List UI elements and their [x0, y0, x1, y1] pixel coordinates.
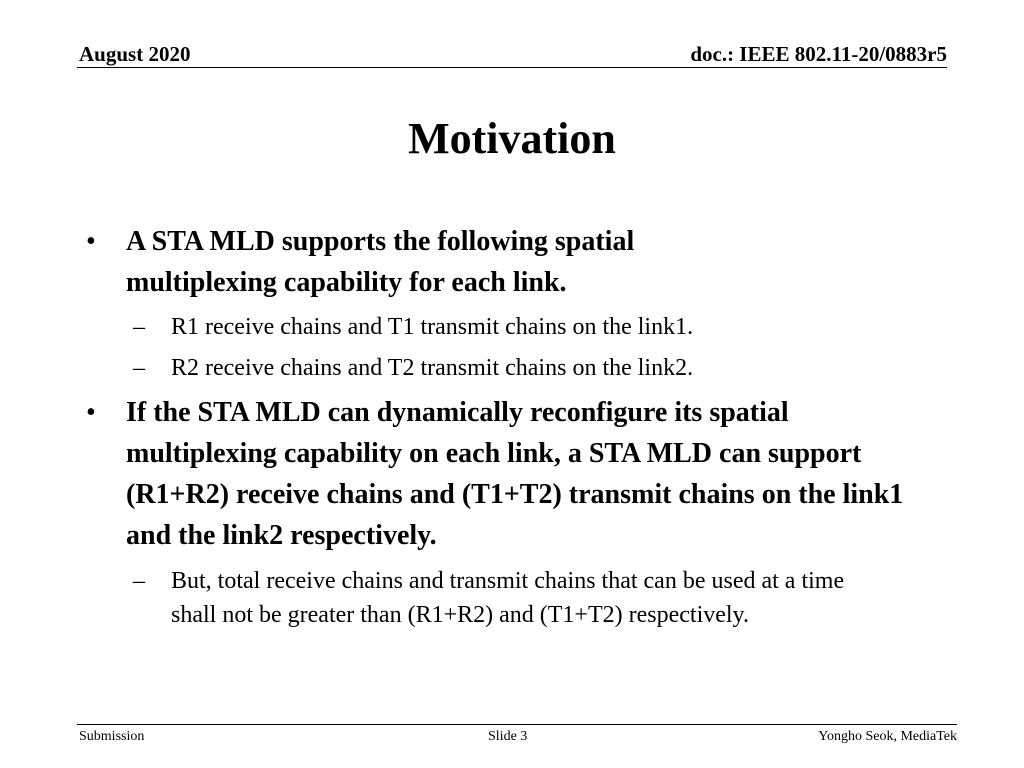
sub-bullet-marker: – — [133, 314, 145, 340]
slide-title: Motivation — [408, 114, 616, 163]
header-divider — [77, 67, 947, 68]
bullet-marker: • — [86, 226, 96, 257]
footer-slide-number: Slide 3 — [488, 729, 528, 744]
sub-bullet-item — [133, 351, 933, 385]
footer-submission: Submission — [79, 729, 145, 744]
header-doc-id: doc.: IEEE 802.11-20/0883r5 — [690, 42, 947, 66]
sub-bullet-item — [133, 564, 893, 632]
header-date: August 2020 — [79, 42, 191, 66]
sub-bullet-text: R1 receive chains and T1 transmit chains on the link1. — [171, 314, 694, 340]
sub-bullet-marker: – — [133, 355, 145, 381]
bullet-text: A STA MLD supports the following spatial multiplexing capability for each link. — [126, 226, 635, 298]
sub-bullet-marker: – — [133, 568, 145, 594]
bullet-marker: • — [86, 397, 96, 428]
bullet-item — [86, 221, 786, 303]
sub-bullet-text: R2 receive chains and T2 transmit chains on the link2. — [171, 355, 694, 381]
sub-bullet-text: But, total receive chains and transmit chains that can be used at a time shall not be greater than (R1+R2) and (T1+T2) respectively. — [171, 568, 845, 628]
bullet-item — [86, 392, 946, 556]
sub-bullet-item — [133, 310, 933, 344]
footer-divider — [77, 724, 957, 725]
footer-author: Yongho Seok, MediaTek — [818, 729, 957, 744]
bullet-text: If the STA MLD can dynamically reconfigure its spatial multiplexing capability on each link, a STA MLD can support (R1+R2) receive chains and (T1+T2) transmit chains on the link1 and the link2 respectively. — [126, 397, 904, 551]
